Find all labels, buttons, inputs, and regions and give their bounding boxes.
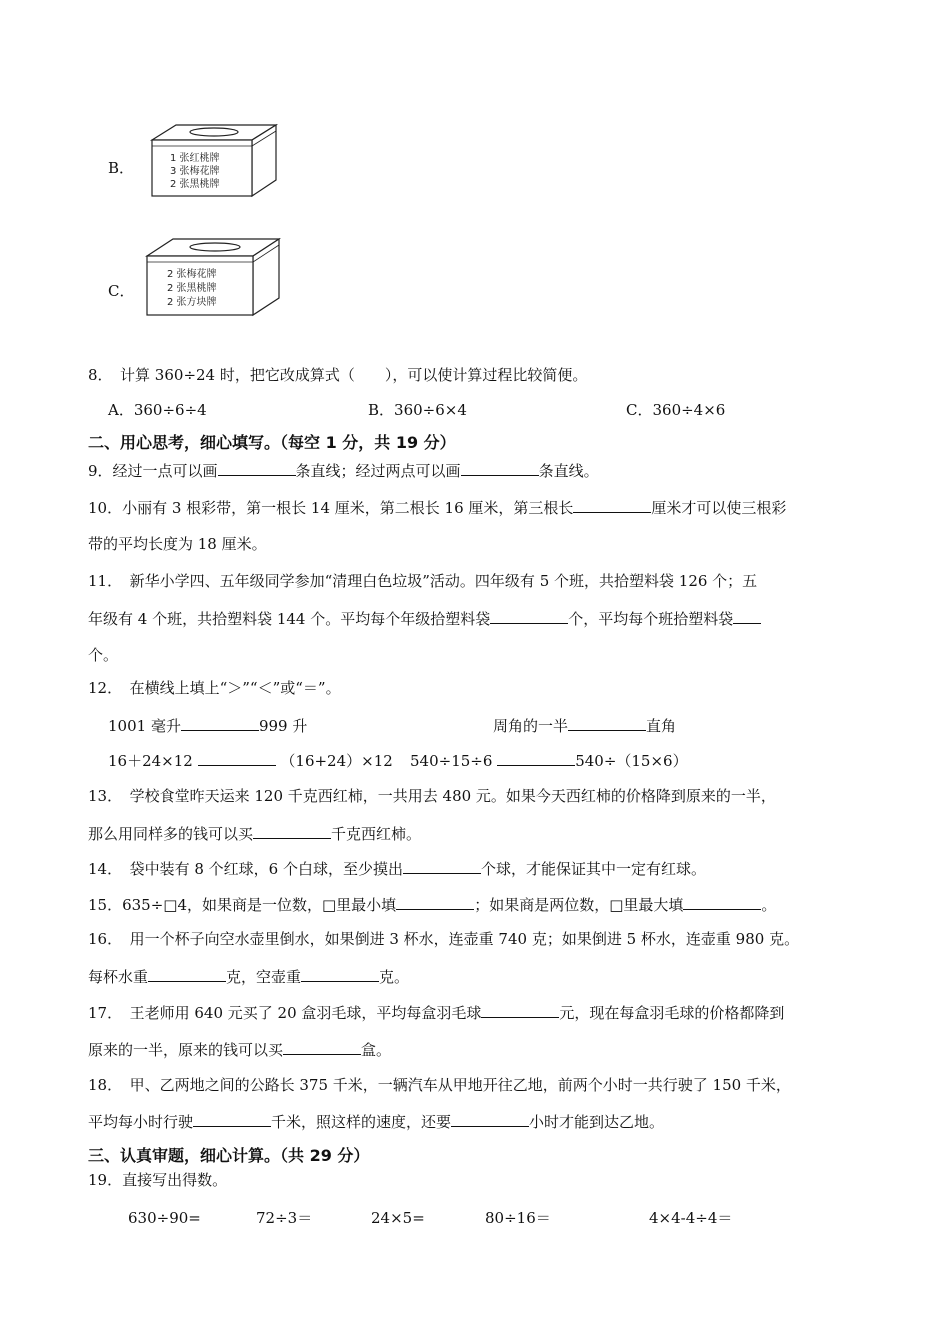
q17-part-3: 原来的一半，原来的钱可以买 — [88, 1041, 284, 1059]
q12-item-a — [108, 715, 307, 736]
q19-item-2[interactable]: 72÷3＝ — [256, 1209, 313, 1227]
q9-part-3: 条直线。 — [538, 462, 599, 480]
q12-d-left: 540÷15÷6 — [410, 752, 493, 770]
question-11-line-2 — [88, 608, 761, 629]
q12-item-b — [493, 715, 676, 736]
tissue-box-b-image — [148, 122, 280, 200]
q17-part-2: 元，现在每盒羽毛球的价格都降到 — [559, 1004, 785, 1022]
q16-blank-1[interactable] — [148, 966, 226, 982]
q9-part-1: 9．经过一点可以画 — [88, 462, 218, 480]
q12-d-blank[interactable] — [497, 750, 575, 766]
question-13-line-1: 13． 学校食堂昨天运来 120 千克西红柿，一共用去 480 元。如果今天西红柿的价格降到原来的一半， — [88, 787, 776, 805]
question-18-line-1: 18． 甲、乙两地之间的公路长 375 千米，一辆汽车从甲地开往乙地，前两个小时一共行驶了 150 千米， — [88, 1076, 791, 1094]
question-11-line-1: 11． 新华小学四、五年级同学参加“清理白色垃圾”活动。四年级有 5 个班，共拾塑料袋 126 个；五 — [88, 572, 758, 590]
q19-item-3[interactable]: 24×5= — [371, 1209, 425, 1227]
q14-part-1: 14． 袋中装有 8 个红球，6 个白球，至少摸出 — [88, 860, 403, 878]
box-b-line-1: 1 张红桃牌 — [170, 153, 220, 164]
q14-part-2: 个球，才能保证其中一定有红球。 — [480, 860, 706, 878]
q11-part-2: 个，平均每个班拾塑料袋 — [568, 610, 734, 628]
tissue-box-c-image — [143, 236, 283, 318]
question-14 — [88, 858, 706, 879]
question-16-line-2 — [88, 966, 409, 987]
q12-c-right: （16+24）×12 — [280, 752, 393, 770]
q12-c-left: 16＋24×12 — [108, 752, 193, 770]
q16-blank-2[interactable] — [301, 966, 379, 982]
box-b-line-3: 2 张黑桃牌 — [170, 179, 220, 190]
q18-part-3: 小时才能到达乙地。 — [529, 1113, 665, 1131]
q12-c-blank[interactable] — [198, 750, 276, 766]
box-b-line-2: 3 张梅花牌 — [170, 166, 220, 177]
question-17-line-1 — [88, 1002, 784, 1023]
question-19-text: 19．直接写出得数。 — [88, 1171, 228, 1189]
question-8-text: 8． 计算 360÷24 时，把它改成算式（ ），可以使计算过程比较简便。 — [88, 366, 588, 384]
q17-blank-2[interactable] — [283, 1039, 361, 1055]
question-9 — [88, 460, 599, 481]
section-2-title: 二、用心思考，细心填写。（每空 1 分，共 19 分） — [88, 433, 456, 452]
option-c-label[interactable]: C． — [108, 282, 135, 300]
q13-blank[interactable] — [253, 823, 331, 839]
q15-part-1: 15．635÷□4，如果商是一位数，□里最小填 — [88, 896, 397, 914]
question-15 — [88, 894, 776, 915]
q18-blank-2[interactable] — [451, 1111, 529, 1127]
q8-option-b[interactable]: B．360÷6×4 — [368, 401, 467, 419]
question-17-line-2 — [88, 1039, 391, 1060]
option-b-label[interactable]: B． — [108, 159, 135, 177]
q19-item-5[interactable]: 4×4-4÷4＝ — [649, 1209, 733, 1227]
question-12-text: 12． 在横线上填上“＞”“＜”或“＝”。 — [88, 679, 341, 697]
q19-item-4[interactable]: 80÷16＝ — [485, 1209, 551, 1227]
q12-b-left: 周角的一半 — [493, 717, 569, 735]
q17-part-4: 盒。 — [361, 1041, 392, 1059]
question-13-line-2 — [88, 823, 421, 844]
q18-part-2: 千米，照这样的速度，还要 — [271, 1113, 452, 1131]
q8-option-c[interactable]: C．360÷4×6 — [626, 401, 726, 419]
section-3-title: 三、认真审题，细心计算。（共 29 分） — [88, 1146, 370, 1165]
q12-b-blank[interactable] — [568, 715, 646, 731]
q16-part-2: 克，空壶重 — [226, 968, 302, 986]
q18-blank-1[interactable] — [193, 1111, 271, 1127]
q12-b-right: 直角 — [646, 717, 677, 735]
q11-part-1: 年级有 4 个班，共拾塑料袋 144 个。平均每个年级拾塑料袋 — [88, 610, 491, 628]
q15-blank-2[interactable] — [683, 894, 761, 910]
q8-option-a[interactable]: A．360÷6÷4 — [108, 401, 207, 419]
q12-d-right: 540÷（15×6） — [575, 752, 688, 770]
question-10-line-1 — [88, 497, 786, 518]
q14-blank[interactable] — [403, 858, 481, 874]
q15-part-2: ；如果商是两位数，□里最大填 — [474, 896, 684, 914]
q16-part-3: 克。 — [379, 968, 410, 986]
q12-a-blank[interactable] — [181, 715, 259, 731]
q12-item-d — [410, 750, 688, 771]
q15-blank-1[interactable] — [396, 894, 474, 910]
q15-part-3: 。 — [761, 896, 777, 914]
q10-part-1: 10．小丽有 3 根彩带，第一根长 14 厘米，第二根长 16 厘米，第三根长 — [88, 499, 574, 517]
q17-part-1: 17． 王老师用 640 元买了 20 盒羽毛球，平均每盒羽毛球 — [88, 1004, 482, 1022]
q10-part-2: 厘米才可以使三根彩 — [651, 499, 787, 517]
question-16-line-1: 16． 用一个杯子向空水壶里倒水，如果倒进 3 杯水，连壶重 740 克；如果倒进 5 杯水，连壶重 980 克。 — [88, 930, 800, 948]
q12-a-right: 999 升 — [258, 717, 308, 735]
question-18-line-2 — [88, 1111, 664, 1132]
q18-part-1: 平均每小时行驶 — [88, 1113, 194, 1131]
q9-blank-1[interactable] — [218, 460, 296, 476]
question-11-line-3: 个。 — [88, 646, 119, 664]
q9-part-2: 条直线；经过两点可以画 — [295, 462, 461, 480]
q10-blank[interactable] — [573, 497, 651, 513]
box-c-line-2: 2 张黑桃牌 — [167, 283, 217, 294]
q13-part-1: 那么用同样多的钱可以买 — [88, 825, 254, 843]
q19-item-1[interactable]: 630÷90= — [128, 1209, 201, 1227]
q11-blank-2[interactable] — [733, 608, 761, 624]
q16-part-1: 每杯水重 — [88, 968, 149, 986]
q12-item-c — [108, 750, 393, 771]
q12-a-left: 1001 毫升 — [108, 717, 181, 735]
q9-blank-2[interactable] — [461, 460, 539, 476]
question-10-line-2: 带的平均长度为 18 厘米。 — [88, 535, 267, 553]
box-c-line-1: 2 张梅花牌 — [167, 269, 217, 280]
q11-blank-1[interactable] — [490, 608, 568, 624]
q13-part-2: 千克西红柿。 — [331, 825, 422, 843]
q17-blank-1[interactable] — [481, 1002, 559, 1018]
box-c-line-3: 2 张方块牌 — [167, 297, 217, 308]
